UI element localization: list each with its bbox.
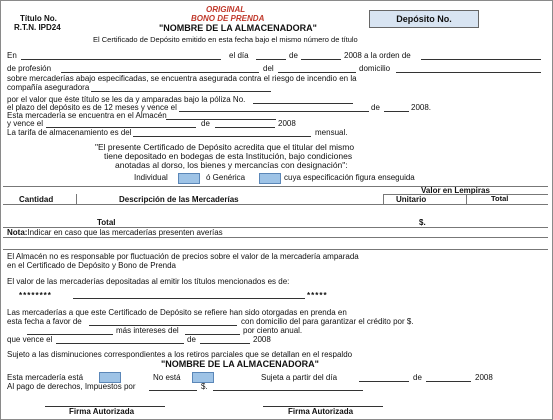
line9-mensual: mensual. bbox=[315, 128, 348, 137]
sujeta-de: de bbox=[413, 373, 422, 382]
quote-line2: tiene depositado en bodegas de esta Institución, bajo condiciones bbox=[104, 151, 353, 161]
stars-left: ******** bbox=[19, 291, 52, 300]
cantidad-header: Cantidad bbox=[19, 195, 54, 204]
sujeta-year: 2008 bbox=[475, 373, 493, 382]
valor-header: Valor en Lempiras bbox=[421, 186, 490, 195]
individual-label: Individual bbox=[134, 173, 168, 182]
bono-p3d: más intereses del bbox=[116, 326, 179, 335]
line6-year: 2008. bbox=[411, 103, 432, 112]
blank-line bbox=[384, 111, 409, 112]
bono-label: BONO DE PRENDA bbox=[191, 14, 265, 23]
blank-line bbox=[56, 343, 184, 344]
rtn: R.T.N. IPD24 bbox=[14, 23, 61, 32]
titulo-no: Título No. bbox=[20, 14, 57, 23]
blank-line bbox=[61, 72, 259, 73]
blank-line bbox=[215, 127, 275, 128]
line9: La tarifa de almacenamiento es del bbox=[7, 128, 132, 137]
col-divider bbox=[383, 194, 384, 204]
bono-p4: Sujeto a las disminuciones correspondientes a los retiros parciales que se detallan en el respaldo bbox=[7, 350, 353, 359]
generica-label: ó Genérica bbox=[206, 173, 246, 182]
bono-almacenadora: "NOMBRE DE LA ALMACENADORA" bbox=[161, 359, 319, 369]
bono-p3b: esta fecha a favor de bbox=[7, 317, 82, 326]
total-currency: $. bbox=[419, 218, 426, 227]
line7: Esta mercadería se encuentra en el Almacén bbox=[7, 111, 167, 120]
bono-p3h: 2008 bbox=[253, 335, 271, 344]
line4: compañía aseguradora bbox=[7, 83, 90, 92]
generica-checkbox[interactable] bbox=[259, 173, 281, 184]
blank-line bbox=[426, 381, 471, 382]
sujeta-label: Sujeta a partir del día bbox=[261, 373, 338, 382]
esta-label: Esta mercadería está bbox=[7, 373, 84, 382]
blank-line bbox=[200, 343, 250, 344]
line8-de: de bbox=[201, 119, 210, 128]
firma-autorizada-1: Firma Autorizada bbox=[69, 407, 135, 416]
quote-line3: anotadas al dorso, los bienes y mercancías con designación": bbox=[115, 160, 348, 170]
descripcion-header: Descripción de las Mercaderías bbox=[119, 195, 239, 204]
bono-p1a: El Almacén no es responsable por fluctuación de precios sobre el valor de la mercadería amparada bbox=[7, 252, 359, 261]
no-esta-label: No está bbox=[153, 373, 181, 382]
total-label: Total bbox=[97, 218, 116, 227]
line1-en: En bbox=[7, 51, 17, 60]
nota-text: Indicar en caso que las mercaderías presenten averías bbox=[27, 228, 223, 237]
line6-de: de bbox=[371, 103, 380, 112]
line3: sobre mercaderías abajo especificadas, se encuentra asegurada contra el riesgo de incendio en la bbox=[7, 74, 357, 83]
especificacion-label: cuya especificación figura enseguida bbox=[284, 173, 415, 182]
blank-line bbox=[179, 111, 369, 112]
blank-line bbox=[256, 59, 286, 60]
nota-label: Nota: bbox=[7, 228, 28, 237]
blank-line bbox=[213, 390, 363, 391]
blank-line bbox=[73, 298, 305, 299]
blank-line bbox=[21, 59, 221, 60]
line1-de: de bbox=[289, 51, 298, 60]
bono-p1b: en el Certificado de Depósito y Bono de Prenda bbox=[7, 261, 176, 270]
pago-label: Al pago de derechos, Impuestos por bbox=[7, 382, 136, 391]
line8: y vence el bbox=[7, 119, 44, 128]
section-border-2 bbox=[3, 249, 548, 250]
almacenadora-title: "NOMBRE DE LA ALMACENADORA" bbox=[159, 23, 317, 33]
line1-orden: 2008 a la orden de bbox=[344, 51, 411, 60]
blank-line bbox=[166, 119, 276, 120]
pago-currency: $. bbox=[201, 382, 208, 391]
blank-line bbox=[278, 72, 356, 73]
blank-line bbox=[149, 390, 197, 391]
blank-line bbox=[421, 59, 541, 60]
blank-line bbox=[133, 136, 311, 137]
bono-p3c: con domicilio del para garantizar el crédito por $. bbox=[241, 317, 414, 326]
col-divider bbox=[466, 194, 467, 204]
line2-profesion: de profesión bbox=[7, 64, 52, 73]
line1-dia: el día bbox=[229, 51, 249, 60]
bono-p3g: de bbox=[187, 335, 196, 344]
line2-domicilio: domicilio bbox=[359, 64, 391, 73]
line6: el plazo del depósito es de 12 meses y vence el bbox=[7, 103, 177, 112]
total-col-header: Total bbox=[491, 194, 509, 203]
unitario-header: Unitario bbox=[396, 195, 427, 204]
line5: por el valor que éste título se les da y amparadas bajo la póliza No. bbox=[7, 95, 246, 104]
blank-line bbox=[396, 72, 541, 73]
table-header-bottom bbox=[3, 204, 548, 205]
line2-del: del bbox=[263, 64, 274, 73]
bono-p2: El valor de las mercaderías depositadas al emitir los títulos mencionados es de: bbox=[7, 277, 290, 286]
col-divider bbox=[76, 194, 77, 204]
blank-line bbox=[91, 91, 271, 92]
bono-p3f: que vence el bbox=[7, 335, 53, 344]
bono-p3e: por ciento anual. bbox=[243, 326, 303, 335]
blank-line bbox=[301, 59, 341, 60]
subtitle: El Certificado de Depósito emitido en esta fecha bajo el mismo número de título bbox=[93, 35, 358, 44]
quote-line1: "El presente Certificado de Depósito acredita que el titular del mismo bbox=[95, 142, 355, 152]
deposito-box: Depósito No. bbox=[369, 10, 479, 28]
line8-year: 2008 bbox=[278, 119, 296, 128]
firma-autorizada-2: Firma Autorizada bbox=[288, 407, 354, 416]
section-border bbox=[3, 237, 548, 238]
blank-line bbox=[253, 103, 353, 104]
stars-right: ***** bbox=[307, 291, 328, 300]
individual-checkbox[interactable] bbox=[178, 173, 200, 184]
original-label: ORIGINAL bbox=[206, 5, 246, 14]
bono-p3a: Las mercaderías a que este Certificado de Depósito se refiere han sido otorgadas en prenda en bbox=[7, 308, 347, 317]
blank-line bbox=[359, 381, 409, 382]
